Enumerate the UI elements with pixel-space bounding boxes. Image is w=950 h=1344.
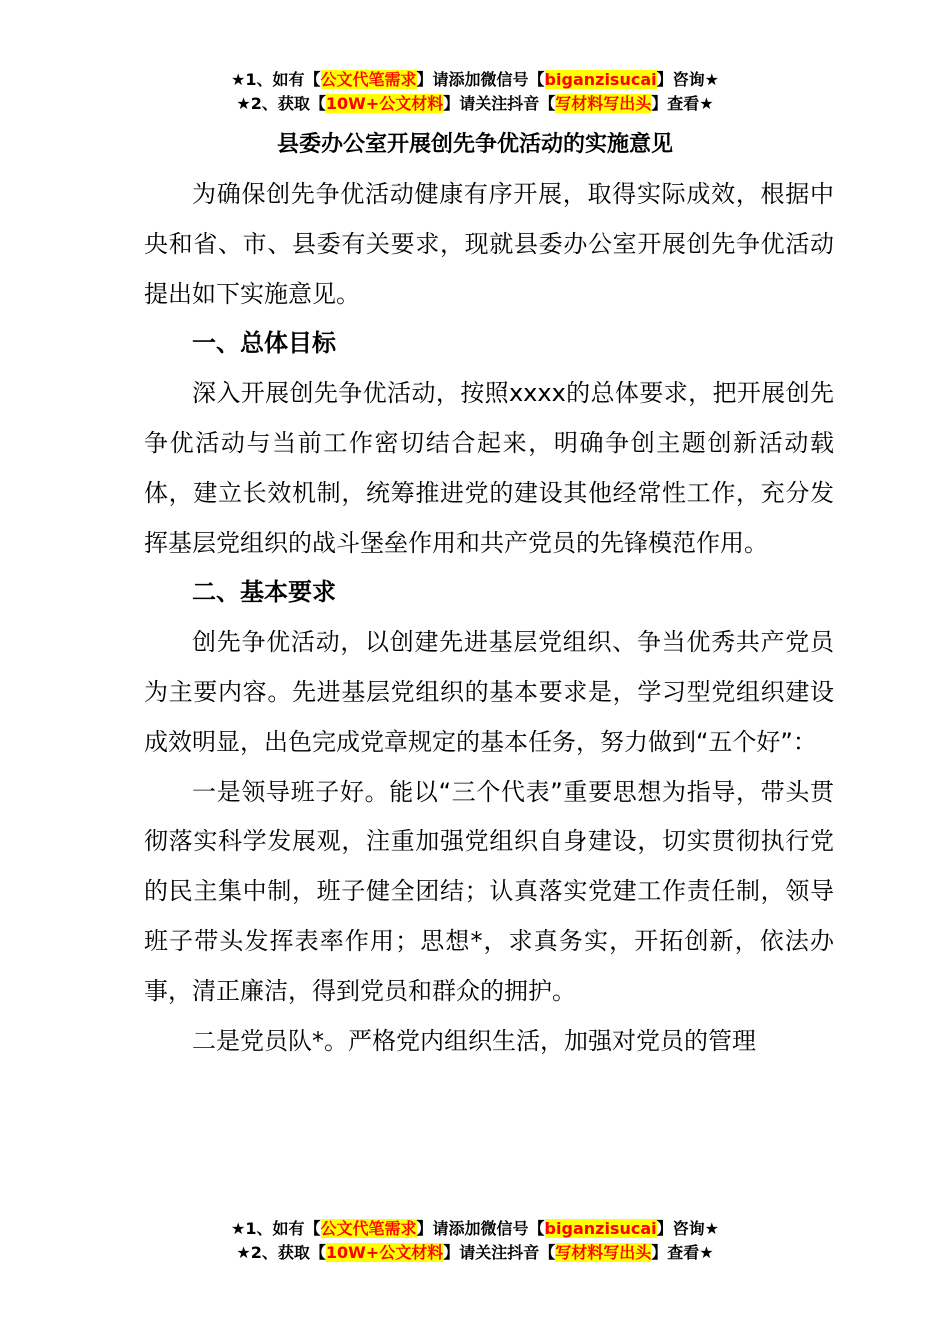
intro-paragraph: 为确保创先争优活动健康有序开展，取得实际成效，根据中央和省、市、县委有关要求，现就县委办公室开展创先争优活动提出如下实施意见。 — [144, 180, 834, 308]
section-heading: 一、总体目标 — [192, 329, 336, 358]
highlight-text: 10W+公文材料 — [325, 1243, 444, 1262]
paragraph: 深入开展创先争优活动，按照xxxx的总体要求，把开展创先争优活动与当前工作密切结合起来，明确争创主题创新活动载体，建立长效机制，统筹推进党的建设其他经常性工作，充分发挥基层党组织的战斗堡垒作用和共产党员的先锋模范作用。 — [144, 379, 834, 557]
banner-line-2: ★2、获取【10W+公文材料】请关注抖音【写材料写出头】查看★ — [236, 94, 714, 113]
document-body — [144, 170, 834, 1066]
highlight-text: biganzisucai — [544, 70, 657, 89]
highlight-text: 写材料写出头 — [555, 1243, 652, 1262]
highlight-text: 10W+公文材料 — [325, 94, 444, 113]
paragraph: 一是领导班子好。能以“三个代表”重要思想为指导，带头贯彻落实科学发展观，注重加强党组织自身建设，切实贯彻执行党的民主集中制，班子健全团结；认真落实党建工作责任制，领导班子带头发挥表率作用；思想*，求真务实，开拓创新，依法办事，清正廉洁，得到党员和群众的拥护。 — [144, 777, 834, 1005]
document-title: 县委办公室开展创先争优活动的实施意见 — [276, 132, 673, 157]
paragraph: 二是党员队*。严格党内组织生活，加强对党员的管理 — [192, 1026, 756, 1055]
banner-line-1: ★1、如有【公文代笔需求】请添加微信号【biganzisucai】咨询★ — [231, 70, 719, 89]
footer-banner — [0, 1217, 950, 1265]
header-banner — [0, 68, 950, 116]
paragraph: 创先争优活动，以创建先进基层党组织、争当优秀共产党员为主要内容。先进基层党组织的基本要求是，学习型党组织建设成效明显，出色完成党章规定的基本任务，努力做到“五个好”： — [144, 628, 834, 756]
highlight-text: biganzisucai — [544, 1219, 657, 1238]
section-heading: 二、基本要求 — [192, 578, 336, 607]
highlight-text: 公文代笔需求 — [320, 70, 417, 89]
highlight-text: 写材料写出头 — [555, 94, 652, 113]
highlight-text: 公文代笔需求 — [320, 1219, 417, 1238]
banner-line-2: ★2、获取【10W+公文材料】请关注抖音【写材料写出头】查看★ — [236, 1243, 714, 1262]
banner-line-1: ★1、如有【公文代笔需求】请添加微信号【biganzisucai】咨询★ — [231, 1219, 719, 1238]
